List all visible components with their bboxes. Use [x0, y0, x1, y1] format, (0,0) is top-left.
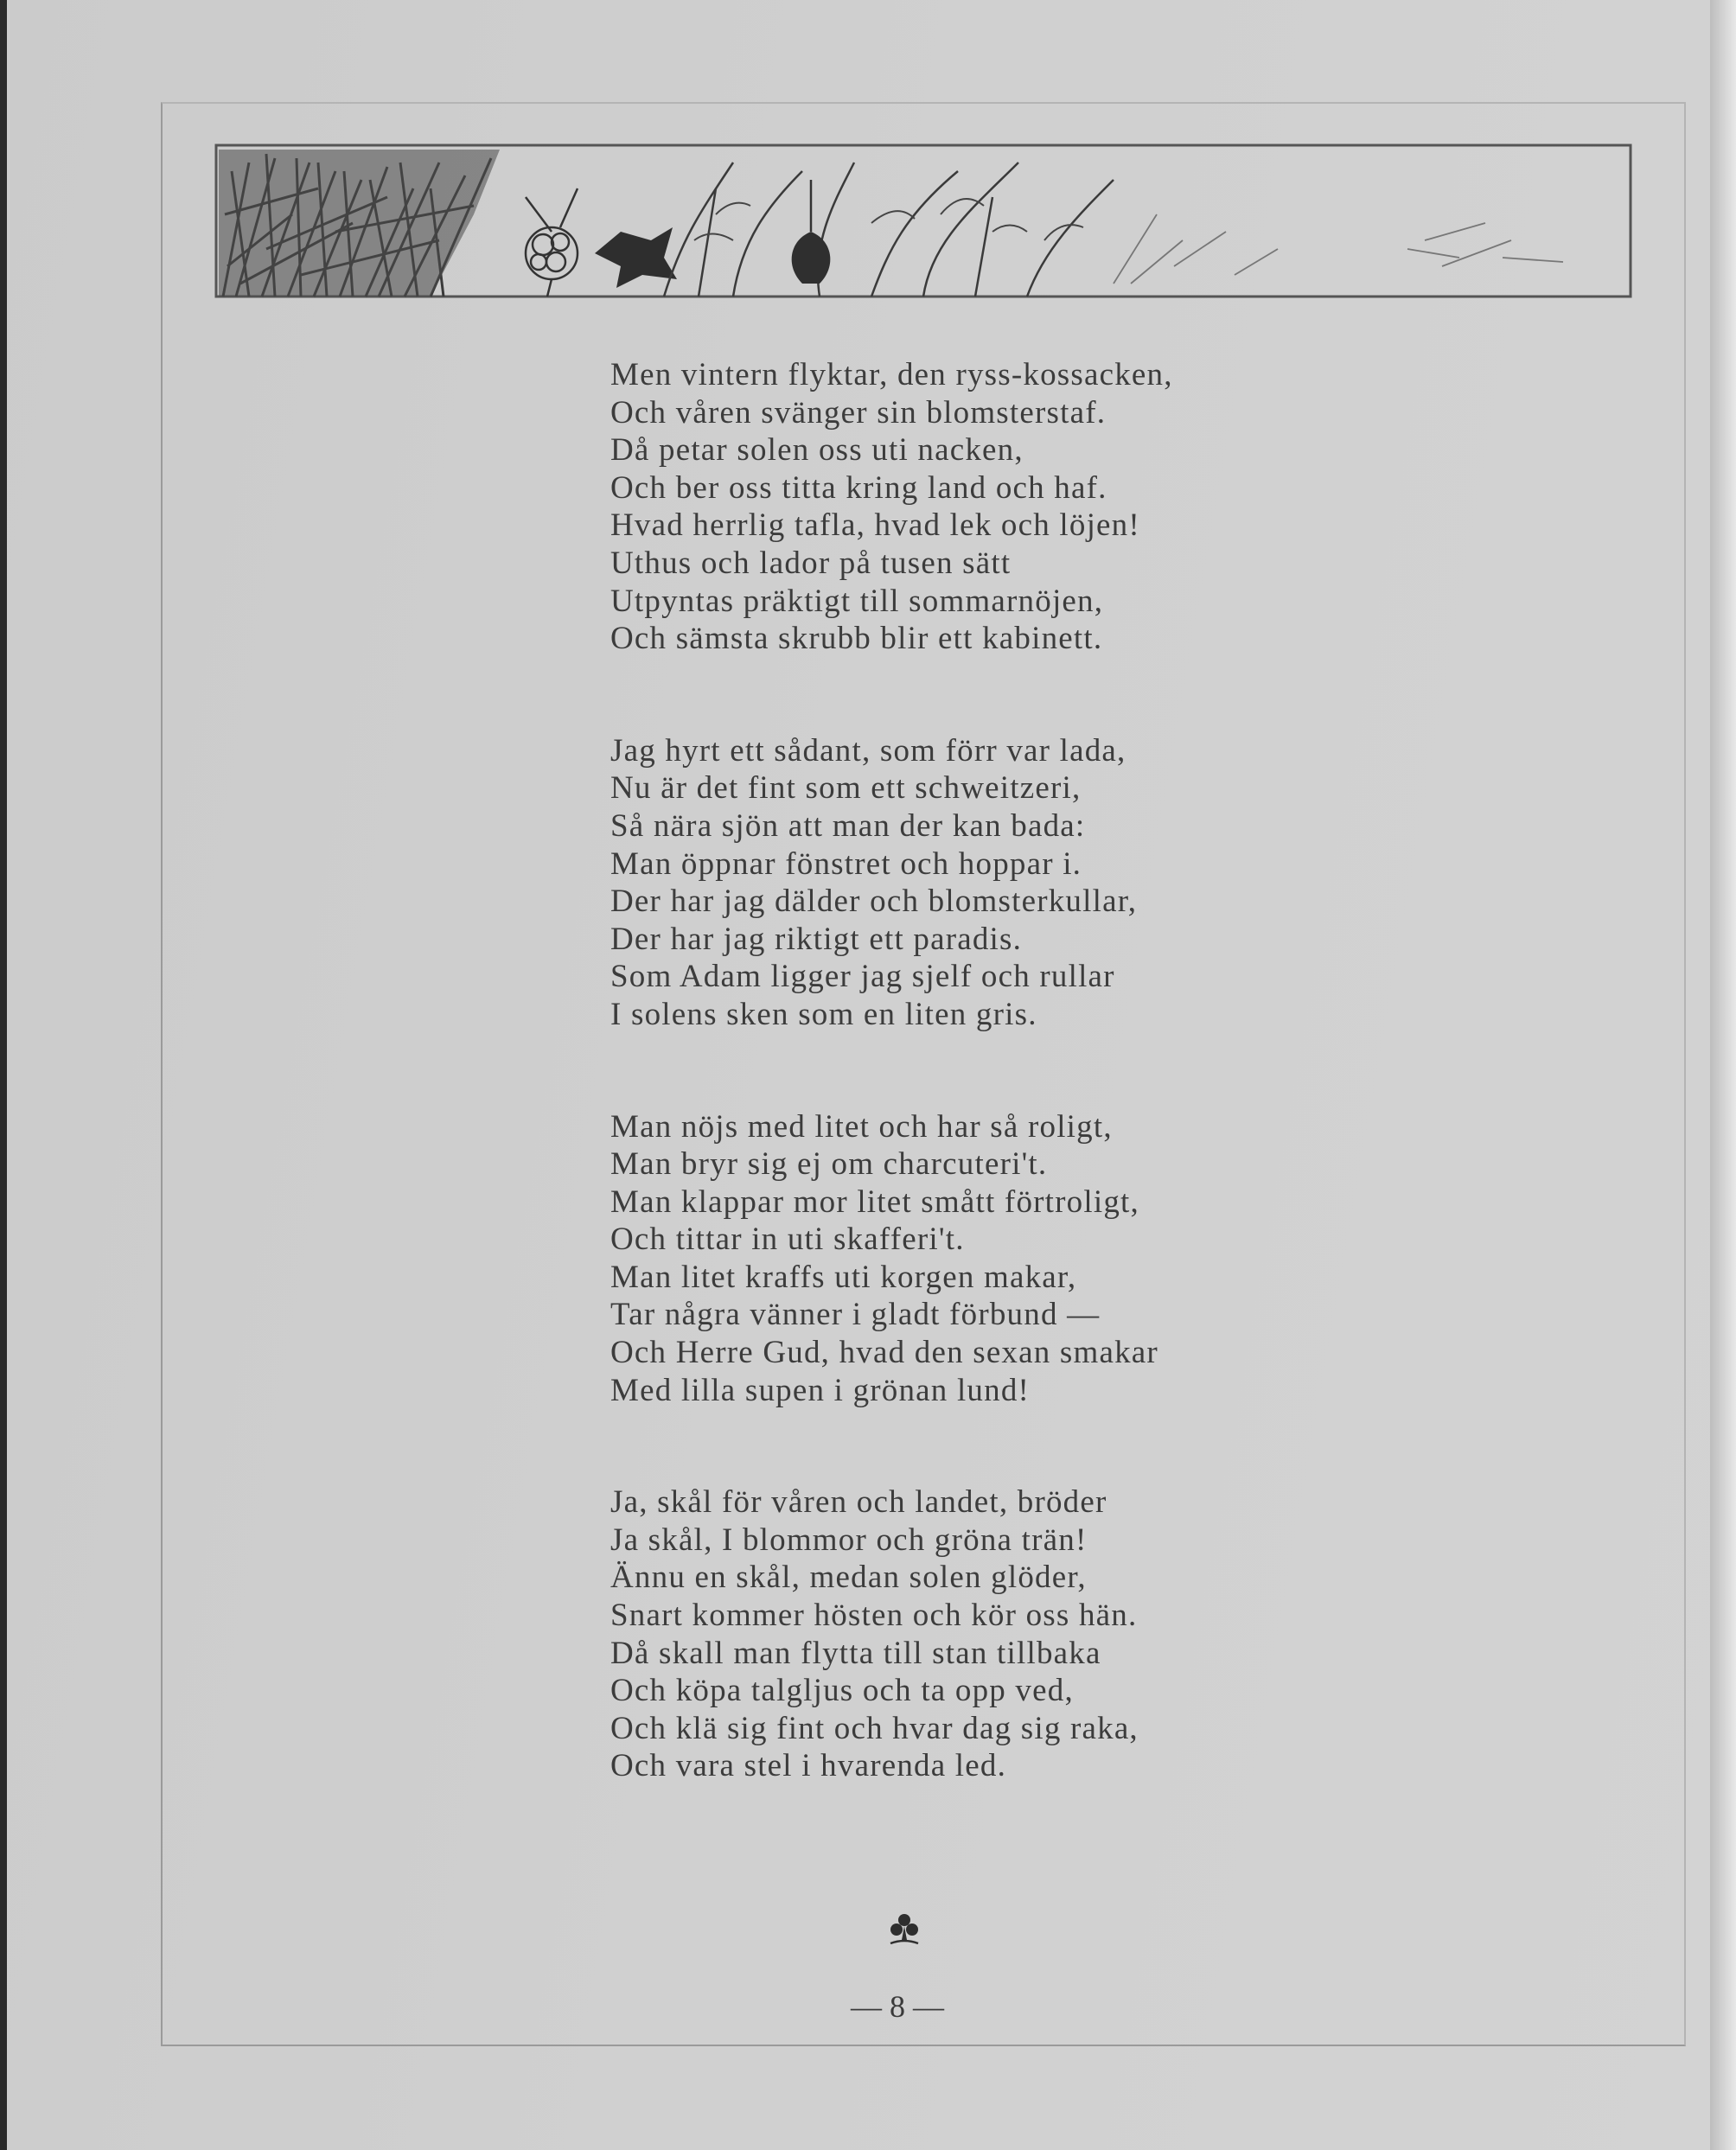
poem-line: Snart kommer hösten och kör oss hän.	[610, 1598, 1138, 1634]
scan-edge-right	[1710, 0, 1736, 2150]
poem-line: Nu är det fint som ett schweitzeri,	[610, 770, 1082, 807]
poem-line: Der har jag dälder och blomsterkullar,	[610, 884, 1138, 920]
poem-line: Utpyntas präktigt till sommarnöjen,	[610, 583, 1104, 619]
poem-line: Så nära sjön att man der kan bada:	[610, 807, 1086, 844]
club-ornament-icon	[887, 1911, 922, 1949]
page-number: — 8 —	[851, 1989, 944, 2024]
poem-line: Ja, skål för våren och landet, bröder	[610, 1484, 1107, 1521]
poem-line: Man nöjs med litet och har så roligt,	[610, 1108, 1113, 1145]
poem-line: Hvad herrlig tafla, hvad lek och löjen!	[610, 507, 1140, 544]
scan-edge-left	[0, 0, 7, 2150]
poem-line: Och klä sig fint och hvar dag sig raka,	[610, 1710, 1139, 1746]
poem-line: I solens sken som en liten gris.	[610, 996, 1037, 1032]
poem-line: Jag hyrt ett sådant, som förr var lada,	[610, 732, 1126, 769]
poem-line: Då skall man flytta till stan tillbaka	[610, 1635, 1101, 1671]
poem-line: Ja skål, I blommor och gröna trän!	[610, 1522, 1088, 1558]
stanza-3	[610, 1108, 1302, 1410]
poem-line: Och sämsta skrubb blir ett kabinett.	[610, 621, 1103, 657]
poem	[610, 356, 1302, 1785]
botanical-illustration-icon	[214, 111, 1632, 301]
poem-line: Och köpa talgljus och ta opp ved,	[610, 1673, 1074, 1709]
poem-line: Tar några vänner i gladt förbund —	[610, 1297, 1101, 1333]
poem-line: Och tittar in uti skafferi't.	[610, 1222, 965, 1258]
poem-line: Ännu en skål, medan solen glöder,	[610, 1560, 1087, 1596]
poem-line: Och våren svänger sin blomsterstaf.	[610, 394, 1107, 431]
poem-line: Man klappar mor litet smått förtroligt,	[610, 1183, 1139, 1220]
poem-line: Och vara stel i hvarenda led.	[610, 1748, 1007, 1784]
poem-line: Med lilla supen i grönan lund!	[610, 1372, 1031, 1408]
poem-line: Då petar solen oss uti nacken,	[610, 432, 1024, 469]
poem-line: Man bryr sig ej om charcuteri't.	[610, 1146, 1048, 1183]
poem-line: Man litet kraffs uti korgen makar,	[610, 1259, 1077, 1295]
stanza-2	[610, 732, 1302, 1034]
stanza-4	[610, 1483, 1302, 1785]
poem-line: Uthus och lador på tusen sätt	[610, 545, 1012, 581]
poem-line: Och Herre Gud, hvad den sexan smakar	[610, 1335, 1158, 1371]
poem-line: Som Adam ligger jag sjelf och rullar	[610, 959, 1115, 995]
poem-line: Man öppnar fönstret och hoppar i.	[610, 845, 1082, 882]
poem-line: Men vintern flyktar, den ryss-kossacken,	[610, 357, 1173, 392]
stanza-1	[610, 356, 1302, 658]
poem-line: Och ber oss titta kring land och haf.	[610, 469, 1107, 506]
page	[7, 0, 1710, 2150]
poem-line: Der har jag riktigt ett paradis.	[610, 921, 1023, 957]
